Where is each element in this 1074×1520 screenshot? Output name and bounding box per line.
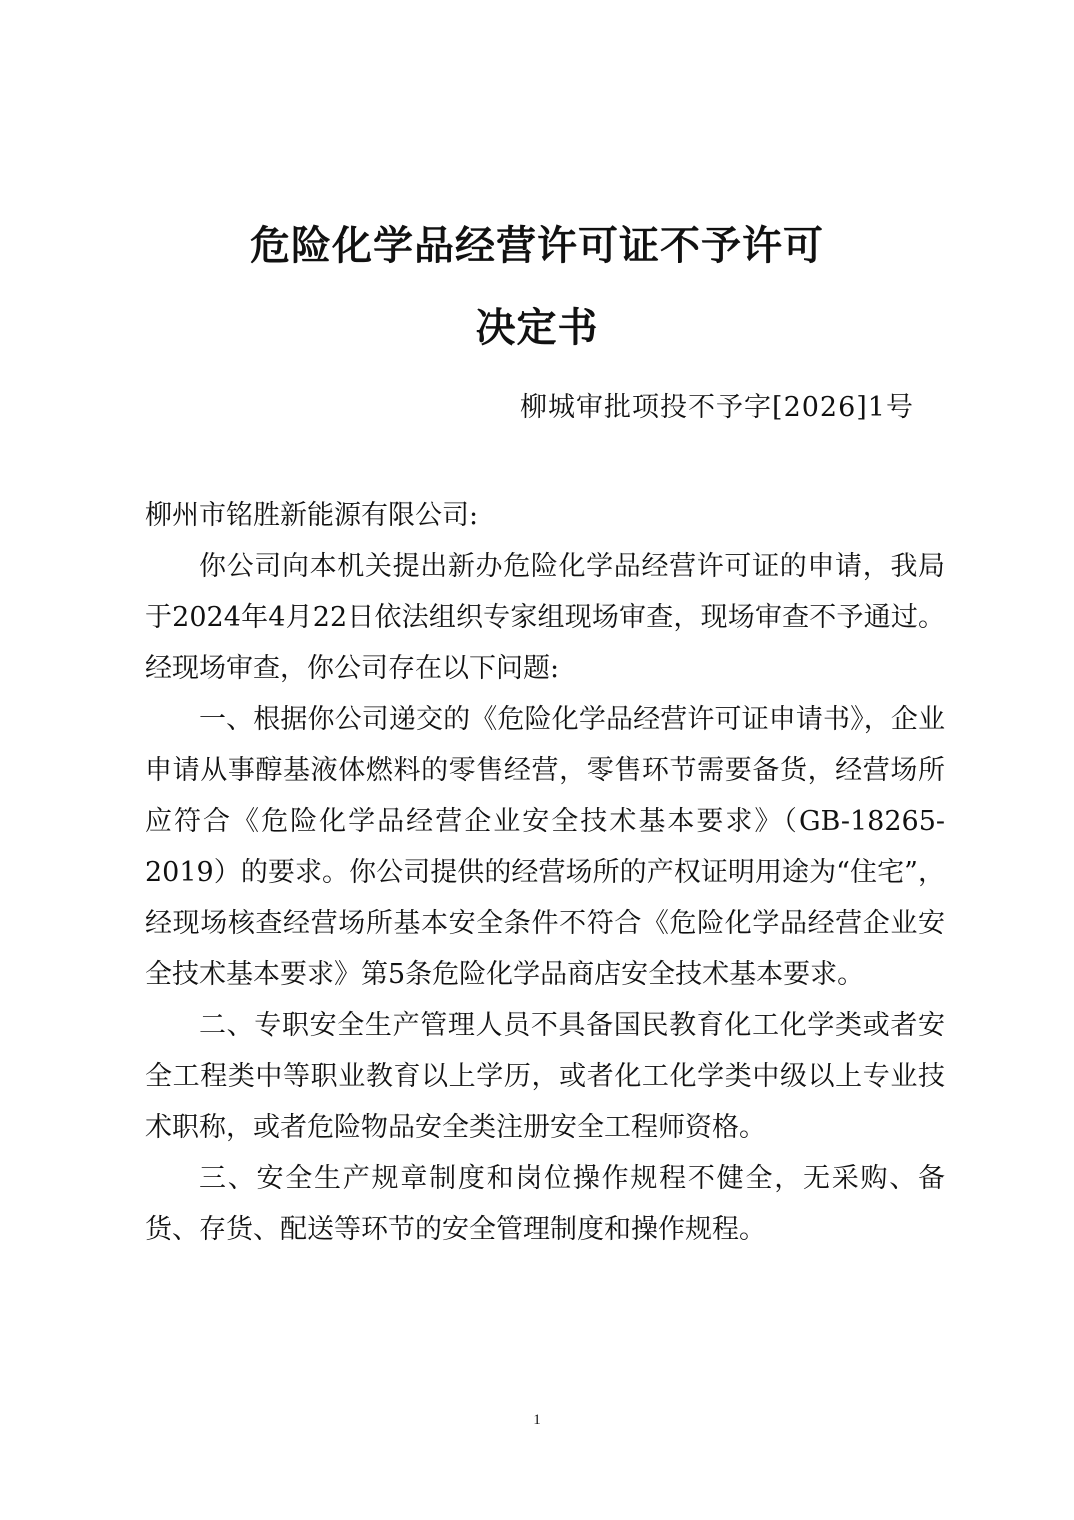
document-title: 危险化学品经营许可证不予许可: [250, 223, 824, 269]
paragraph-issue-1: 一、根据你公司递交的《危险化学品经营许可证申请书》，企业申请从事醇基液体燃料的零售经营，零售环节需要备货，经营场所应符合《危险化学品经营企业安全技术基本要求》（GB-18265-2019）的要求。你公司提供的经营场所的产权证明用途为“住宅”，经现场核查经营场所基本安全条件不符合《危险化学品经营企业安全技术基本要求》第5条危险化学品商店安全技术基本要求。: [145, 704, 945, 990]
document-subtitle: 决定书: [475, 305, 599, 351]
paragraph-issue-3: 三、安全生产规章制度和岗位操作规程不健全，无采购、备货、存货、配送等环节的安全管理制度和操作规程。: [145, 1163, 945, 1245]
page-number: 1: [533, 1412, 541, 1428]
document-body: [145, 490, 945, 1255]
paragraph-intro: 你公司向本机关提出新办危险化学品经营许可证的申请，我局于2024年4月22日依法组织专家组现场审查，现场审查不予通过。经现场审查，你公司存在以下问题:: [145, 551, 945, 684]
document-number: 柳城审批项投不予字[2026]1号: [520, 392, 914, 423]
recipient-line: 柳州市铭胜新能源有限公司:: [145, 500, 479, 531]
paragraph-issue-2: 二、专职安全生产管理人员不具备国民教育化工化学类或者安全工程类中等职业教育以上学历，或者化工化学类中级以上专业技术职称，或者危险物品安全类注册安全工程师资格。: [145, 1010, 945, 1143]
